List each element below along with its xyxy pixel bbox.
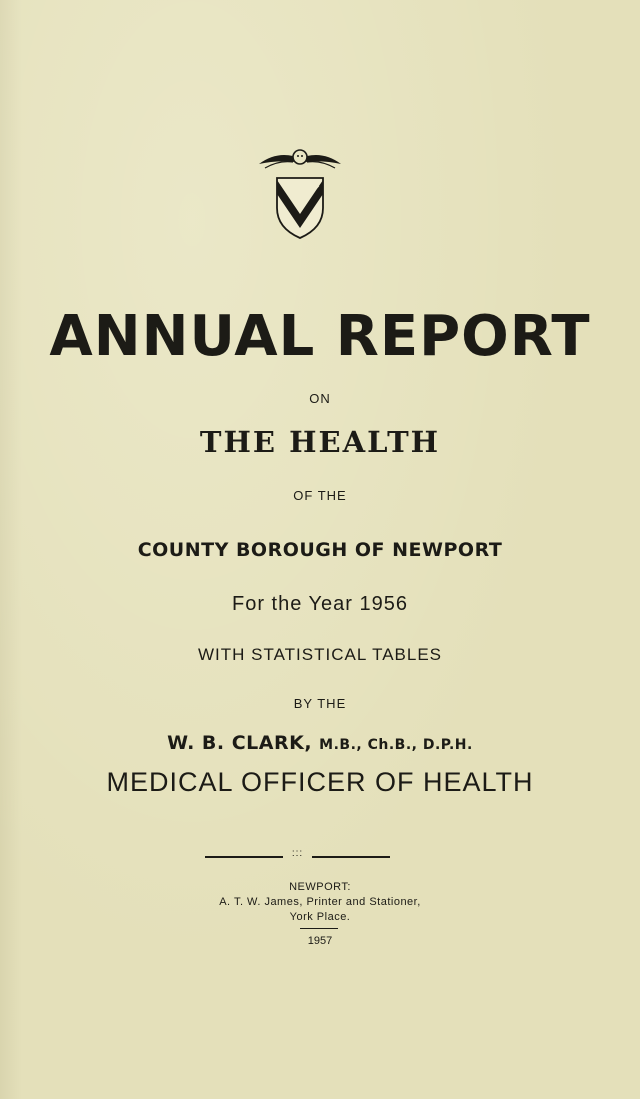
publisher-printer: A. T. W. James, Printer and Stationer, bbox=[219, 896, 421, 908]
tables-note: WITH STATISTICAL TABLES bbox=[197, 645, 443, 664]
author-degrees: M.B., Ch.B., D.P.H. bbox=[319, 737, 473, 753]
report-year: For the Year 1956 bbox=[231, 593, 408, 615]
by-the-label: BY THE bbox=[293, 696, 347, 711]
publication-year: 1957 bbox=[307, 935, 333, 947]
year-divider bbox=[300, 928, 338, 929]
author-line bbox=[0, 729, 640, 759]
subject-heading: THE HEALTH bbox=[199, 425, 441, 459]
report-title: ANNUAL REPORT bbox=[49, 304, 591, 369]
author-name: W. B. CLARK, bbox=[167, 732, 313, 754]
ornamental-divider bbox=[205, 848, 390, 861]
publisher-address: York Place. bbox=[289, 911, 351, 923]
publisher-place: NEWPORT: bbox=[289, 881, 351, 893]
borough-name: COUNTY BOROUGH OF NEWPORT bbox=[137, 539, 503, 561]
on-label: ON bbox=[309, 391, 331, 406]
winged-shield-crest-icon bbox=[255, 142, 345, 242]
divider-left-bar bbox=[205, 856, 283, 858]
divider-right-bar bbox=[312, 856, 390, 858]
of-the-label: OF THE bbox=[293, 488, 347, 503]
divider-ornament: ::: bbox=[291, 848, 304, 859]
officer-title: MEDICAL OFFICER OF HEALTH bbox=[106, 767, 534, 797]
